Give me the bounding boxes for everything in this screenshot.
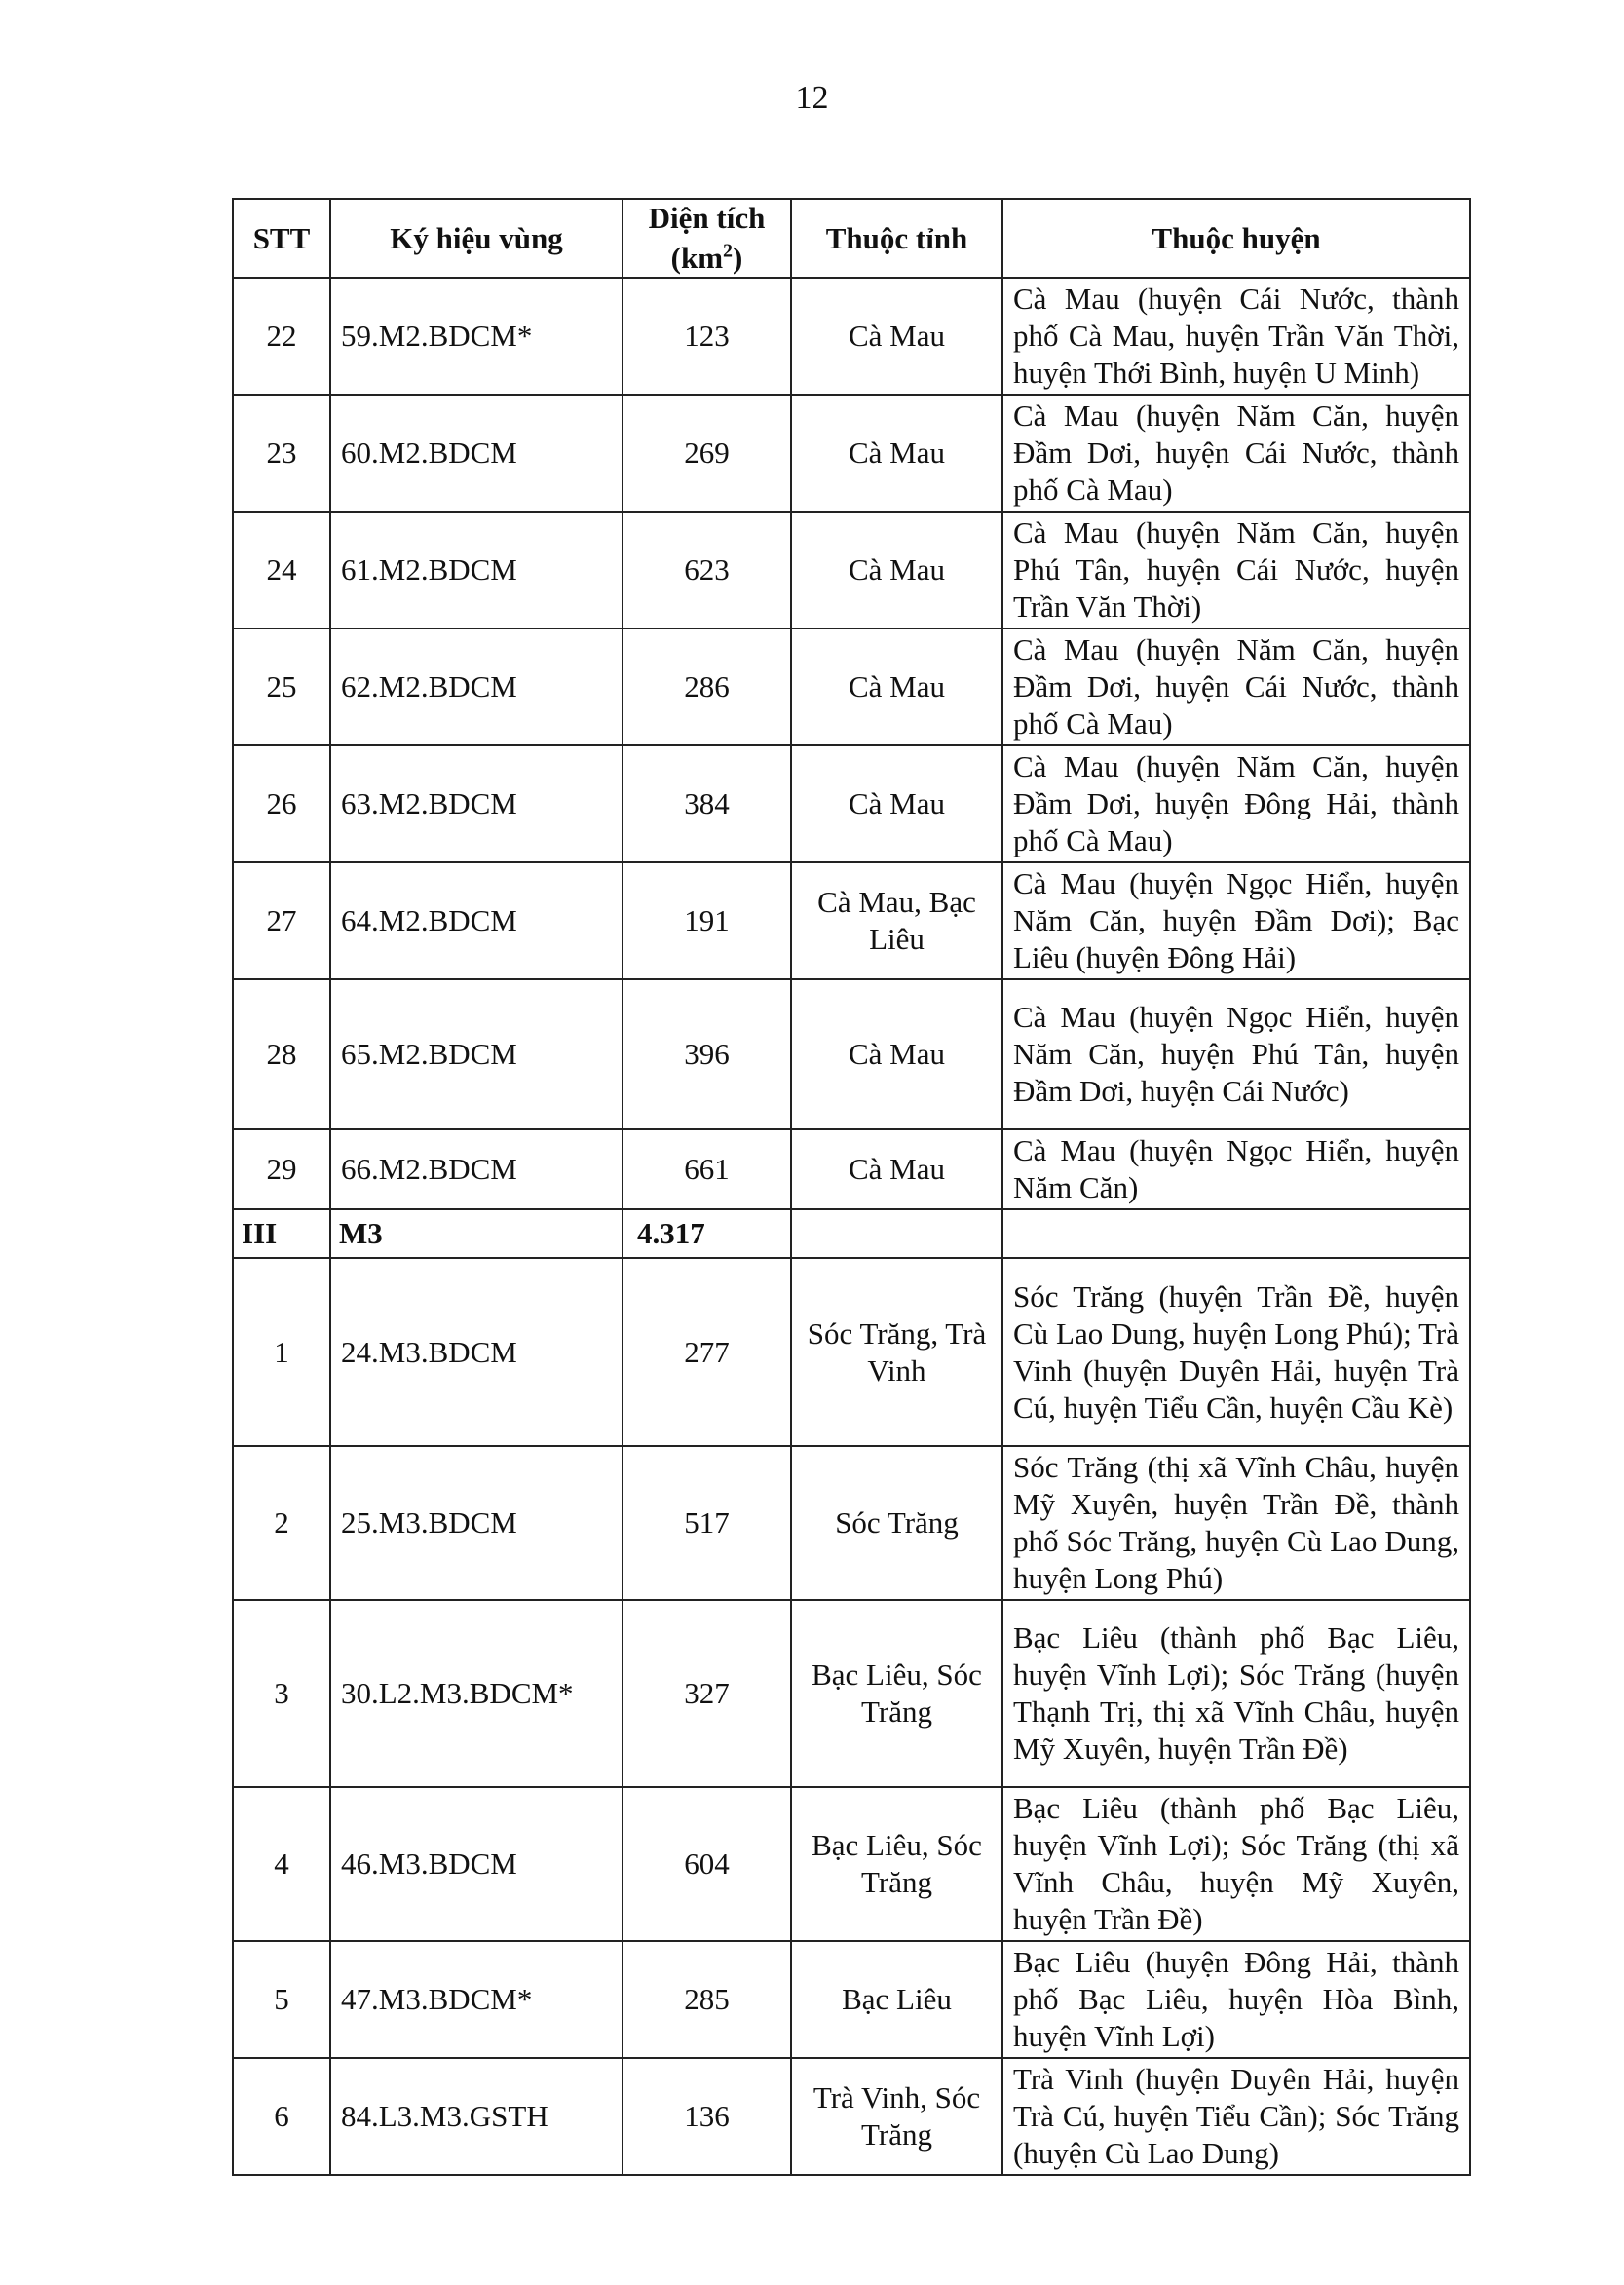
cell-district: Bạc Liêu (huyện Đông Hải, thành phố Bạc Liêu, huyện Hòa Bình, huyện Vĩnh Lợi) xyxy=(1002,1941,1470,2058)
cell-code: 63.M2.BDCM xyxy=(330,745,623,862)
cell-district: Cà Mau (huyện Năm Căn, huyện Đầm Dơi, huyện Cái Nước, thành phố Cà Mau) xyxy=(1002,628,1470,745)
cell-district: Cà Mau (huyện Cái Nước, thành phố Cà Mau, huyện Trần Văn Thời, huyện Thới Bình, huyện U Minh) xyxy=(1002,278,1470,395)
cell-province: Cà Mau xyxy=(791,628,1002,745)
cell-stt: 3 xyxy=(233,1600,330,1787)
cell-area: 327 xyxy=(623,1600,791,1787)
header-area-unit: $(km^2)$ xyxy=(670,241,743,276)
table-header-row xyxy=(233,199,1470,278)
cell-area: 191 xyxy=(623,862,791,979)
table-row xyxy=(233,862,1470,979)
cell-area: 623 xyxy=(623,512,791,628)
cell-stt: 23 xyxy=(233,395,330,512)
cell-district: Bạc Liêu (thành phố Bạc Liêu, huyện Vĩnh Lợi); Sóc Trăng (thị xã Vĩnh Châu, huyện Mỹ Xuyên, huyện Trần Đề) xyxy=(1002,1787,1470,1941)
cell-district: Cà Mau (huyện Ngọc Hiển, huyện Năm Căn, huyện Đầm Dơi); Bạc Liêu (huyện Đông Hải) xyxy=(1002,862,1470,979)
cell-province: Cà Mau xyxy=(791,278,1002,395)
header-code: Ký hiệu vùng xyxy=(330,199,623,278)
cell-code: 61.M2.BDCM xyxy=(330,512,623,628)
cell-district: Bạc Liêu (thành phố Bạc Liêu, huyện Vĩnh Lợi); Sóc Trăng (huyện Thạnh Trị, thị xã Vĩnh Châu, huyện Mỹ Xuyên, huyện Trần Đề) xyxy=(1002,1600,1470,1787)
cell-province: Bạc Liêu, Sóc Trăng xyxy=(791,1787,1002,1941)
header-area xyxy=(623,199,791,278)
cell-code: 25.M3.BDCM xyxy=(330,1446,623,1600)
cell-province: Cà Mau xyxy=(791,979,1002,1129)
table-row xyxy=(233,745,1470,862)
cell-province: Sóc Trăng, Trà Vinh xyxy=(791,1258,1002,1446)
cell-code: 60.M2.BDCM xyxy=(330,395,623,512)
zone-table xyxy=(232,198,1471,2176)
cell-area: 517 xyxy=(623,1446,791,1600)
cell-province: Cà Mau xyxy=(791,395,1002,512)
cell-code: 84.L3.M3.GSTH xyxy=(330,2058,623,2175)
cell-area: 396 xyxy=(623,979,791,1129)
table-group-m3 xyxy=(233,1209,1470,1258)
cell-area: 136 xyxy=(623,2058,791,2175)
table-row xyxy=(233,278,1470,395)
cell-code: 66.M2.BDCM xyxy=(330,1129,623,1209)
cell-area: 269 xyxy=(623,395,791,512)
cell-province: Cà Mau, Bạc Liêu xyxy=(791,862,1002,979)
cell-code: 47.M3.BDCM* xyxy=(330,1941,623,2058)
table-row xyxy=(233,1600,1470,1787)
group-area: 4.317 xyxy=(623,1209,791,1258)
cell-stt: 1 xyxy=(233,1258,330,1446)
header-area-line1: Diện tích xyxy=(648,201,766,235)
cell-area: 661 xyxy=(623,1129,791,1209)
table-body-m2 xyxy=(233,278,1470,1209)
table-row xyxy=(233,2058,1470,2175)
cell-stt: 4 xyxy=(233,1787,330,1941)
cell-stt: 22 xyxy=(233,278,330,395)
group-province-empty xyxy=(791,1209,1002,1258)
group-row xyxy=(233,1209,1470,1258)
cell-stt: 5 xyxy=(233,1941,330,2058)
cell-district: Sóc Trăng (thị xã Vĩnh Châu, huyện Mỹ Xuyên, huyện Trần Đề, thành phố Sóc Trăng, huyện Cù Lao Dung, huyện Long Phú) xyxy=(1002,1446,1470,1600)
table-body-m3 xyxy=(233,1258,1470,2175)
cell-stt: 6 xyxy=(233,2058,330,2175)
cell-district: Sóc Trăng (huyện Trần Đề, huyện Cù Lao Dung, huyện Long Phú); Trà Vinh (huyện Duyên Hải, huyện Trà Cú, huyện Tiểu Cần, huyện Cầu Kè) xyxy=(1002,1258,1470,1446)
header-district: Thuộc huyện xyxy=(1002,199,1470,278)
cell-province: Bạc Liêu xyxy=(791,1941,1002,2058)
header-province: Thuộc tỉnh xyxy=(791,199,1002,278)
cell-stt: 27 xyxy=(233,862,330,979)
cell-area: 277 xyxy=(623,1258,791,1446)
table-row xyxy=(233,395,1470,512)
table-row xyxy=(233,512,1470,628)
cell-area: 604 xyxy=(623,1787,791,1941)
table-row xyxy=(233,628,1470,745)
cell-code: 24.M3.BDCM xyxy=(330,1258,623,1446)
group-code: M3 xyxy=(330,1209,623,1258)
cell-area: 123 xyxy=(623,278,791,395)
cell-area: 384 xyxy=(623,745,791,862)
cell-district: Cà Mau (huyện Năm Căn, huyện Đầm Dơi, huyện Đông Hải, thành phố Cà Mau) xyxy=(1002,745,1470,862)
group-district-empty xyxy=(1002,1209,1470,1258)
cell-province: Cà Mau xyxy=(791,512,1002,628)
cell-province: Bạc Liêu, Sóc Trăng xyxy=(791,1600,1002,1787)
cell-province: Cà Mau xyxy=(791,1129,1002,1209)
cell-province: Trà Vinh, Sóc Trăng xyxy=(791,2058,1002,2175)
cell-district: Cà Mau (huyện Ngọc Hiển, huyện Năm Căn) xyxy=(1002,1129,1470,1209)
cell-code: 62.M2.BDCM xyxy=(330,628,623,745)
cell-stt: 28 xyxy=(233,979,330,1129)
cell-province: Cà Mau xyxy=(791,745,1002,862)
table-row xyxy=(233,1446,1470,1600)
cell-stt: 29 xyxy=(233,1129,330,1209)
group-stt: III xyxy=(233,1209,330,1258)
cell-code: 46.M3.BDCM xyxy=(330,1787,623,1941)
cell-code: 30.L2.M3.BDCM* xyxy=(330,1600,623,1787)
header-stt: STT xyxy=(233,199,330,278)
cell-province: Sóc Trăng xyxy=(791,1446,1002,1600)
table-row xyxy=(233,1129,1470,1209)
cell-stt: 2 xyxy=(233,1446,330,1600)
cell-code: 59.M2.BDCM* xyxy=(330,278,623,395)
cell-district: Cà Mau (huyện Năm Căn, huyện Đầm Dơi, huyện Cái Nước, thành phố Cà Mau) xyxy=(1002,395,1470,512)
cell-stt: 24 xyxy=(233,512,330,628)
cell-area: 286 xyxy=(623,628,791,745)
cell-stt: 26 xyxy=(233,745,330,862)
table-row xyxy=(233,1258,1470,1446)
cell-code: 64.M2.BDCM xyxy=(330,862,623,979)
page-number: 12 xyxy=(795,80,829,116)
table-row xyxy=(233,1787,1470,1941)
cell-district: Cà Mau (huyện Ngọc Hiển, huyện Năm Căn, huyện Phú Tân, huyện Đầm Dơi, huyện Cái Nước) xyxy=(1002,979,1470,1129)
cell-area: 285 xyxy=(623,1941,791,2058)
cell-code: 65.M2.BDCM xyxy=(330,979,623,1129)
table-row xyxy=(233,1941,1470,2058)
cell-district: Trà Vinh (huyện Duyên Hải, huyện Trà Cú, huyện Tiểu Cần); Sóc Trăng (huyện Cù Lao Dung) xyxy=(1002,2058,1470,2175)
cell-stt: 25 xyxy=(233,628,330,745)
cell-district: Cà Mau (huyện Năm Căn, huyện Phú Tân, huyện Cái Nước, huyện Trần Văn Thời) xyxy=(1002,512,1470,628)
table-row xyxy=(233,979,1470,1129)
